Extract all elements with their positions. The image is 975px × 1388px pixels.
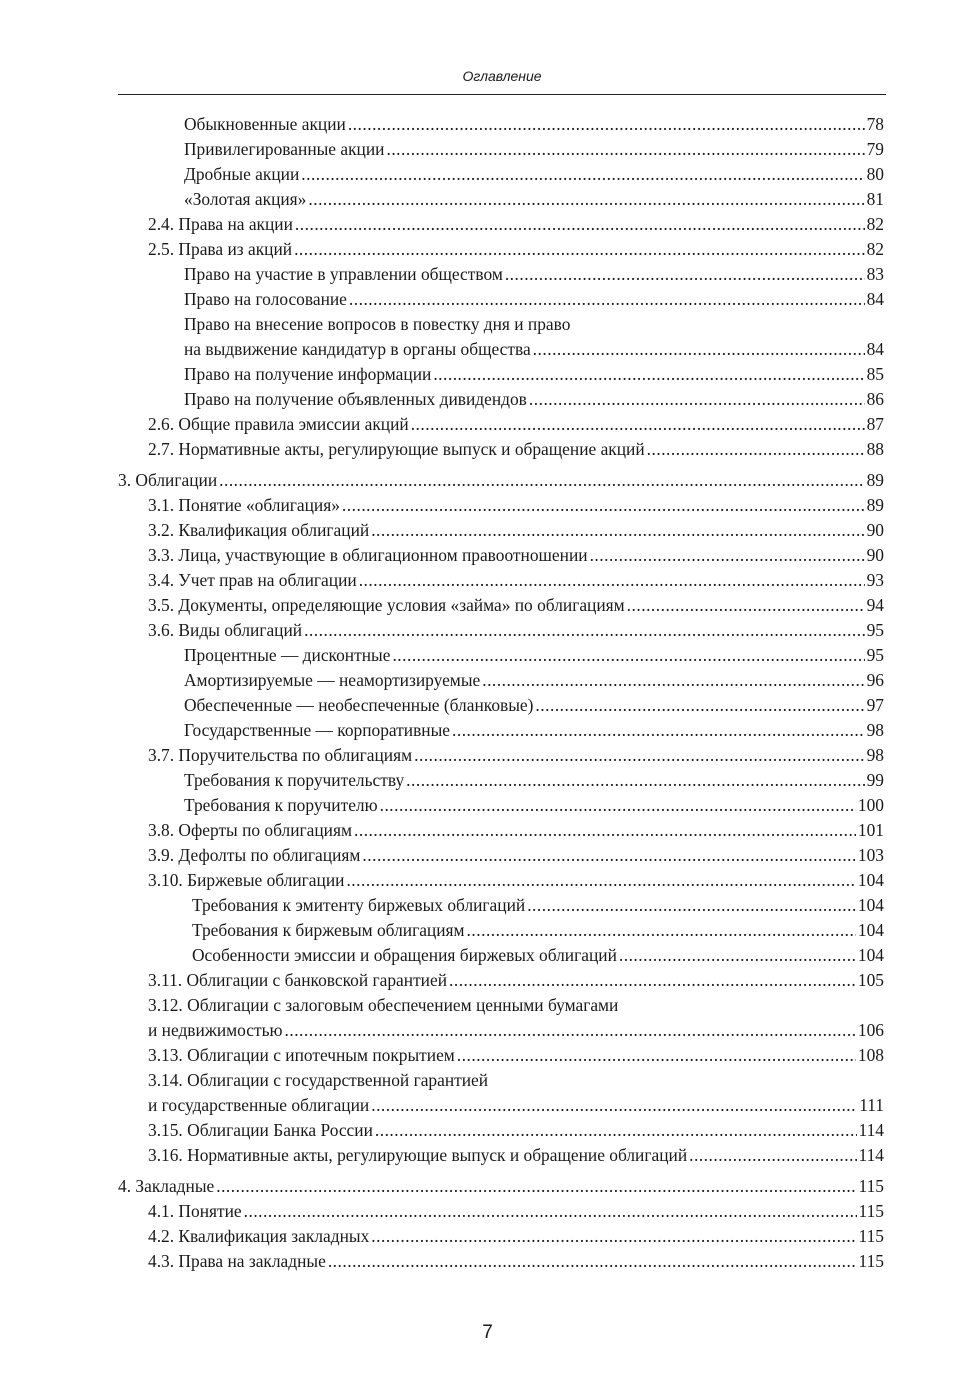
toc-entry[interactable] [118, 793, 884, 818]
dot-leader [301, 162, 864, 187]
toc-entry-page: 94 [866, 595, 884, 615]
header-title: Оглавление [462, 68, 542, 84]
toc-entry-title: 3.12. Облигации с залоговым обеспечением ценными бумагами [148, 995, 619, 1015]
toc-entry[interactable] [118, 768, 884, 793]
dot-leader [533, 337, 865, 362]
toc-entry-title: 3.15. Облигации Банка России [148, 1120, 373, 1140]
toc-entry[interactable] [118, 743, 884, 768]
toc-entry-page: 104 [857, 870, 884, 890]
dot-leader [219, 468, 864, 493]
toc-entry-title: 2.5. Права из акций [148, 239, 293, 259]
toc-entry-title: Требования к биржевым облигациям [192, 920, 465, 940]
toc-entry[interactable] [118, 968, 884, 993]
toc-entry-title: Амортизируемые — неамортизируемые [184, 670, 481, 690]
dot-leader [505, 262, 865, 287]
toc-entry[interactable] [118, 1143, 884, 1168]
toc-entry[interactable] [118, 187, 884, 212]
toc-entry-page: 93 [866, 570, 884, 590]
toc-entry-title: 3.9. Дефолты по облигациям [148, 845, 361, 865]
toc-entry-page: 82 [866, 239, 884, 259]
toc-entry-title: Привилегированные акции [184, 139, 385, 159]
toc-entry-page: 87 [866, 414, 884, 434]
toc-entry-page: 111 [859, 1095, 884, 1115]
dot-leader [482, 668, 864, 693]
toc-entry-page: 79 [866, 139, 884, 159]
dot-leader [452, 718, 865, 743]
dot-leader [371, 518, 864, 543]
toc-entry-title: 3.3. Лица, участвующие в облигационном правоотношении [148, 545, 588, 565]
dot-leader [449, 968, 856, 993]
toc-entry[interactable] [118, 262, 884, 287]
dot-leader [375, 1118, 857, 1143]
toc-entry-title: 3.1. Понятие «облигация» [148, 495, 340, 515]
toc-entry[interactable] [118, 643, 884, 668]
toc-entry[interactable] [118, 387, 884, 412]
dot-leader [304, 618, 865, 643]
dot-leader [342, 493, 865, 518]
toc-entry-page: 100 [857, 795, 884, 815]
dot-leader [346, 868, 855, 893]
dot-leader [380, 793, 856, 818]
toc-entry[interactable] [118, 437, 884, 462]
toc-entry-page: 88 [866, 439, 884, 459]
toc-entry[interactable] [118, 943, 884, 968]
toc-entry-title: 3.6. Виды облигаций [148, 620, 303, 640]
toc-entry-page: 95 [866, 645, 884, 665]
dot-leader [527, 893, 856, 918]
toc-entry[interactable] [118, 1199, 884, 1224]
toc-entry-title: Обеспеченные — необеспеченные (бланковые) [184, 695, 534, 715]
toc-entry-title: 3. Облигации [118, 470, 218, 490]
toc-entry[interactable] [118, 1118, 884, 1143]
toc-entry[interactable] [118, 818, 884, 843]
dot-leader [433, 362, 864, 387]
toc-entry-page: 103 [857, 845, 884, 865]
dot-leader [392, 643, 864, 668]
toc-entry[interactable] [118, 212, 884, 237]
toc-entry-title: 3.13. Облигации с ипотечным покрытием [148, 1045, 455, 1065]
toc-entry-title: Дробные акции [184, 164, 300, 184]
toc-entry-title: 2.7. Нормативные акты, регулирующие выпуск и обращение акций [148, 439, 645, 459]
dot-leader [328, 1249, 857, 1274]
toc-entry-title: 3.8. Оферты по облигациям [148, 820, 352, 840]
toc-entry[interactable] [118, 668, 884, 693]
toc-entry-title: 2.6. Общие правила эмиссии акций [148, 414, 409, 434]
toc-entry-title: 3.4. Учет прав на облигации [148, 570, 357, 590]
dot-leader [216, 1174, 856, 1199]
toc-entry[interactable] [118, 1043, 884, 1068]
toc-entry-page: 115 [858, 1176, 884, 1196]
toc-entry-page: 106 [857, 1020, 884, 1040]
dot-leader [411, 412, 865, 437]
dot-leader [590, 543, 865, 568]
toc-entry-title: 4.2. Квалификация закладных [148, 1226, 370, 1246]
toc-entry-page: 101 [857, 820, 884, 840]
toc-entry-page: 78 [866, 114, 884, 134]
toc-entry[interactable] [118, 162, 884, 187]
toc-entry-page: 89 [866, 495, 884, 515]
dot-leader [244, 1199, 857, 1224]
toc-entry-title: 4.3. Права на закладные [148, 1251, 326, 1271]
toc-entry[interactable] [118, 993, 884, 1018]
toc-entry-page: 90 [866, 520, 884, 540]
toc-entry-title: 3.5. Документы, определяющие условия «займа» по облигациям [148, 595, 625, 615]
dot-leader [295, 212, 865, 237]
toc-entry-title: 3.14. Облигации с государственной гарантией [148, 1070, 489, 1090]
dot-leader [647, 437, 865, 462]
toc-entry-page: 115 [858, 1251, 884, 1271]
toc-entry-page: 82 [866, 214, 884, 234]
toc-entry-title: 3.11. Облигации с банковской гарантией [148, 970, 448, 990]
toc-entry-title: Требования к поручительству [184, 770, 405, 790]
table-of-contents [118, 112, 884, 1274]
dot-leader [689, 1143, 856, 1168]
toc-entry-title: 3.7. Поручительства по облигациям [148, 745, 413, 765]
toc-entry-page: 115 [858, 1226, 884, 1246]
toc-entry-title: Право на получение объявленных дивидендов [184, 389, 527, 409]
toc-entry-title: Обыкновенные акции [184, 114, 346, 134]
toc-entry-title: на выдвижение кандидатур в органы общества [184, 339, 531, 359]
toc-entry-page: 96 [866, 670, 884, 690]
toc-entry-page: 104 [857, 945, 884, 965]
dot-leader [285, 1018, 856, 1043]
toc-entry[interactable] [118, 843, 884, 868]
toc-entry-title: 3.16. Нормативные акты, регулирующие выпуск и обращение облигаций [148, 1145, 688, 1165]
toc-entry-page: 83 [866, 264, 884, 284]
toc-entry[interactable] [118, 893, 884, 918]
dot-leader [619, 943, 856, 968]
dot-leader [627, 593, 865, 618]
dot-leader [529, 387, 865, 412]
toc-entry-page: 99 [866, 770, 884, 790]
dot-leader [414, 743, 864, 768]
page-number: 7 [482, 1322, 493, 1343]
toc-entry-page: 115 [858, 1201, 884, 1221]
toc-entry-page: 84 [866, 339, 884, 359]
toc-entry[interactable] [118, 1068, 884, 1093]
toc-entry[interactable] [118, 137, 884, 162]
toc-entry[interactable] [118, 412, 884, 437]
toc-entry[interactable] [118, 518, 884, 543]
dot-leader [535, 693, 864, 718]
toc-entry-page: 86 [866, 389, 884, 409]
toc-entry-title: Требования к поручителю [184, 795, 378, 815]
toc-entry[interactable] [118, 1249, 884, 1274]
toc-entry[interactable] [118, 693, 884, 718]
toc-entry[interactable] [118, 718, 884, 743]
toc-entry-title: 3.10. Биржевые облигации [148, 870, 345, 890]
toc-entry-page: 114 [858, 1145, 884, 1165]
dot-leader [294, 237, 865, 262]
toc-entry[interactable] [118, 237, 884, 262]
dot-leader [371, 1224, 856, 1249]
dot-leader [457, 1043, 856, 1068]
toc-entry[interactable] [118, 593, 884, 618]
toc-entry-page: 84 [866, 289, 884, 309]
toc-entry[interactable] [118, 362, 884, 387]
toc-entry-title: Право на получение информации [184, 364, 432, 384]
dot-leader [348, 112, 865, 137]
toc-entry-page: 80 [866, 164, 884, 184]
toc-entry-title: Право на голосование [184, 289, 347, 309]
toc-entry-title: и государственные облигации [148, 1095, 370, 1115]
toc-entry[interactable] [118, 287, 884, 312]
toc-entry[interactable] [118, 337, 884, 362]
toc-entry[interactable] [118, 1174, 884, 1199]
toc-entry[interactable] [118, 312, 884, 337]
toc-entry-page: 114 [858, 1120, 884, 1140]
toc-entry[interactable] [118, 618, 884, 643]
toc-entry-title: 3.2. Квалификация облигаций [148, 520, 370, 540]
toc-entry-page: 90 [866, 545, 884, 565]
toc-entry-title: Процентные — дисконтные [184, 645, 391, 665]
dot-leader [362, 843, 856, 868]
toc-entry-title: 4.1. Понятие [148, 1201, 242, 1221]
dot-leader [359, 568, 865, 593]
toc-entry-page: 105 [857, 970, 884, 990]
running-header [118, 66, 886, 95]
toc-entry-page: 98 [866, 745, 884, 765]
dot-leader [308, 187, 864, 212]
toc-entry-page: 108 [857, 1045, 884, 1065]
toc-entry[interactable] [118, 543, 884, 568]
toc-entry-page: 104 [857, 895, 884, 915]
toc-entry-title: 2.4. Права на акции [148, 214, 293, 234]
toc-entry[interactable] [118, 918, 884, 943]
toc-entry[interactable] [118, 112, 884, 137]
toc-entry[interactable] [118, 1224, 884, 1249]
toc-entry-title: 4. Закладные [118, 1176, 215, 1196]
toc-entry-title: «Золотая акция» [184, 189, 307, 209]
toc-entry-title: Право на внесение вопросов в повестку дня и право [184, 314, 571, 334]
toc-entry[interactable] [118, 493, 884, 518]
dot-leader [406, 768, 864, 793]
toc-entry-title: Требования к эмитенту биржевых облигаций [192, 895, 526, 915]
toc-entry-title: Государственные — корпоративные [184, 720, 451, 740]
toc-entry[interactable] [118, 1018, 884, 1043]
dot-leader [349, 287, 865, 312]
toc-entry-page: 81 [866, 189, 884, 209]
toc-entry-page: 89 [866, 470, 884, 490]
toc-entry[interactable] [118, 568, 884, 593]
toc-entry[interactable] [118, 868, 884, 893]
toc-entry-title: Особенности эмиссии и обращения биржевых облигаций [192, 945, 617, 965]
toc-entry-page: 104 [857, 920, 884, 940]
dot-leader [386, 137, 864, 162]
toc-entry-page: 85 [866, 364, 884, 384]
toc-entry-page: 98 [866, 720, 884, 740]
toc-entry[interactable] [118, 468, 884, 493]
toc-entry-page: 97 [866, 695, 884, 715]
toc-entry-page: 95 [866, 620, 884, 640]
toc-entry-title: Право на участие в управлении обществом [184, 264, 503, 284]
dot-leader [467, 918, 856, 943]
toc-entry-title: и недвижимостью [148, 1020, 283, 1040]
toc-entry[interactable] [118, 1093, 884, 1118]
dot-leader [371, 1093, 857, 1118]
dot-leader [354, 818, 856, 843]
